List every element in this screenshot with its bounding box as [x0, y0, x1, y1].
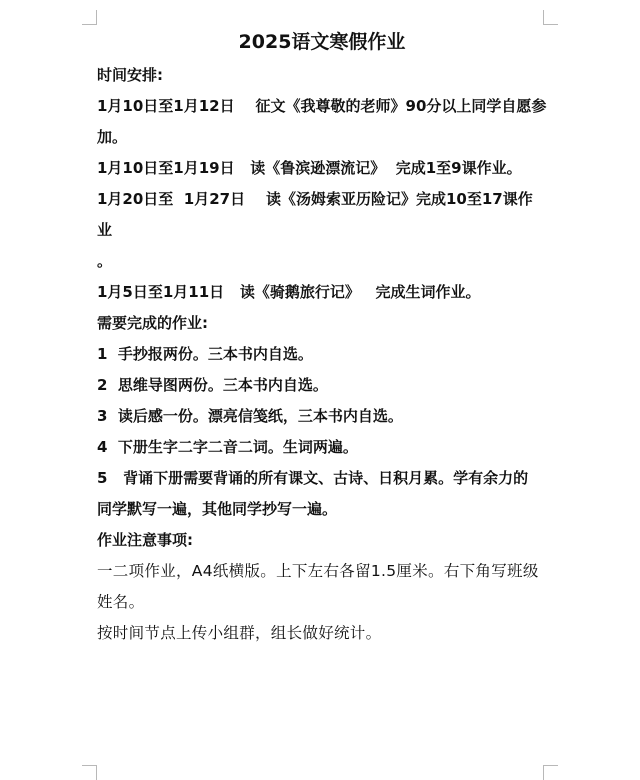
schedule-line: 1月10日至1月19日 读《鲁滨逊漂流记》 完成1至9课作业。 [97, 159, 522, 177]
document-title: 2025语文寒假作业 [238, 31, 406, 53]
task-item: 同学默写一遍，其他同学抄写一遍。 [97, 500, 338, 518]
note-line: 姓名。 [97, 593, 145, 611]
crop-mark-top-right [543, 10, 558, 25]
crop-mark-bottom-left [82, 765, 97, 780]
schedule-line: 1月10日至1月12日 征文《我尊敬的老师》90分以上同学自愿参 [97, 97, 547, 115]
task-item: 1 手抄报两份。三本书内自选。 [97, 345, 313, 363]
crop-mark-top-left [82, 10, 97, 25]
document-page [97, 28, 547, 649]
section-heading-notes: 作业注意事项: [97, 531, 193, 549]
note-line: 一二项作业，A4纸横版。上下左右各留1.5厘米。右下角写班级 [97, 562, 539, 580]
schedule-line: 1月5日至1月11日 读《骑鹅旅行记》 完成生词作业。 [97, 283, 481, 301]
task-item: 3 读后感一份。漂亮信笺纸，三本书内自选。 [97, 407, 403, 425]
section-heading-tasks: 需要完成的作业: [97, 314, 208, 332]
crop-mark-bottom-right [543, 765, 558, 780]
schedule-line: 加。 [97, 128, 128, 146]
schedule-line: 。 [97, 252, 113, 270]
schedule-line: 1月20日至 1月27日 读《汤姆索亚历险记》完成10至17课作业 [97, 190, 533, 239]
task-item: 5 背诵下册需要背诵的所有课文、古诗、日积月累。学有余力的 [97, 469, 529, 487]
task-item: 4 下册生字二字二音二词。生词两遍。 [97, 438, 358, 456]
task-item: 2 思维导图两份。三本书内自选。 [97, 376, 328, 394]
section-heading-schedule: 时间安排: [97, 66, 163, 84]
note-line: 按时间节点上传小组群，组长做好统计。 [97, 624, 382, 642]
